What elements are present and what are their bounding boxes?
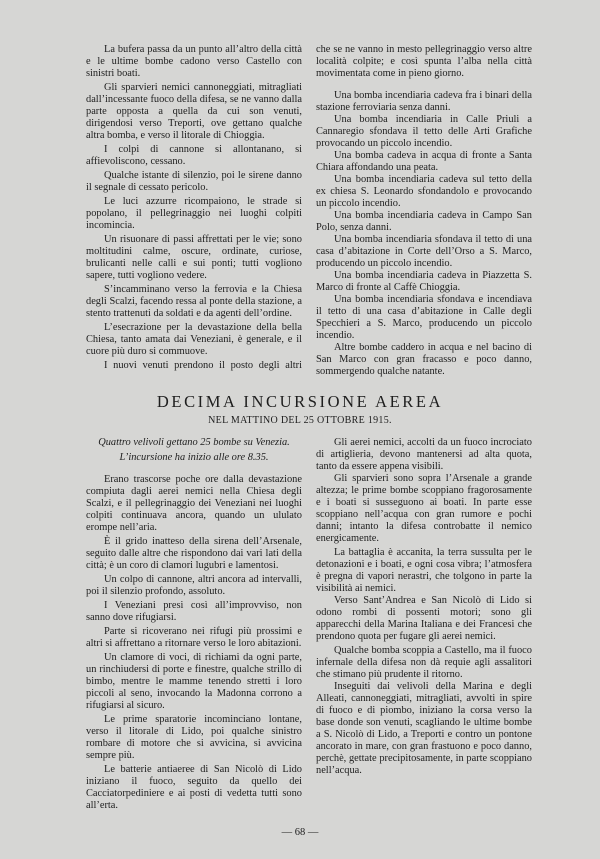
section-heading bbox=[77, 392, 523, 427]
paragraph: Gli sparvieri nemici cannoneggiati, mitragliati dall’incessante fuoco della difesa, se ne vanno dalla parte opposta a quella da cui son venuti, dirigendosi verso Treporti, ove gettano qualche altra bomba, e verso il litorale di Chioggia. bbox=[86, 82, 302, 141]
top-left-column bbox=[86, 44, 302, 372]
bottom-columns bbox=[86, 437, 532, 812]
paragraph: Un colpo di cannone, altri ancora ad intervalli, poi il silenzio profondo, assoluto. bbox=[86, 574, 302, 597]
paragraph: I colpi di cannone si allontanano, si affievoliscono, cessano. bbox=[86, 144, 302, 167]
paragraph: Una bomba incendiaria cadeva in Piazzetta S. Marco di fronte al Caffè Chioggia. bbox=[316, 270, 532, 293]
paragraph: Le batterie antiaeree di San Nicolò di Lido iniziano il fuoco, seguito da quello dei Cacciatorpediniere e ai posti di vedetta tutti sono all’erta. bbox=[86, 764, 302, 811]
paragraph: La bufera passa da un punto all’altro della città e le ultime bombe cadono verso Castello con sinistri boati. bbox=[86, 44, 302, 79]
paragraph: Una bomba incendiaria cadeva in Campo San Polo, senza danni. bbox=[316, 210, 532, 233]
section-title: DECIMA INCURSIONE AEREA bbox=[156, 392, 444, 411]
paragraph: Una bomba incendiaria sfondava il tetto di una casa d’abitazione in Corte dell’Orso a S. Marco, producendo un piccolo incendio. bbox=[316, 234, 532, 269]
paragraph: Altre bombe caddero in acqua e nel bacino di San Marco con gran fracasso e poco danno, sommergendo qualche natante. bbox=[316, 342, 532, 377]
paragraph: Una bomba incendiaria cadeva fra i binari della stazione ferroviaria senza danni. bbox=[316, 90, 532, 113]
paragraph: Una bomba incendiaria cadeva sul tetto della ex chiesa S. Leonardo sfondandolo e provocando un piccolo incendio. bbox=[316, 174, 532, 209]
paragraph: Una bomba cadeva in acqua di fronte a Santa Chiara affondando una peata. bbox=[316, 150, 532, 173]
page-number: — 68 — bbox=[281, 827, 319, 838]
paragraph: Gli sparvieri sono sopra l’Arsenale a grande altezza; le prime bombe scoppiano fragorosamente e i boati si susseguono ai boati. In parte esse scoppiano nell’acqua con gran rumore e pochi danni; intanto la difesa controbatte il nemico energicamente. bbox=[316, 473, 532, 544]
paragraph: Un risuonare di passi affrettati per le vie; sono moltitudini calme, oscure, ordinate, curiose, brulicanti nelle calli e sui ponti; tutti vogliono sapere, tutti vogliono vedere. bbox=[86, 234, 302, 281]
paragraph: S’incamminano verso la ferrovia e la Chiesa degli Scalzi, facendo ressa al ponte della stazione, a stento trattenuti da soldati e da agenti dell’ordine. bbox=[86, 284, 302, 319]
paragraph: Una bomba incendiaria sfondava e incendiava il tetto di una casa d’abitazione in Calle degli Specchieri a S. Marco, producendo un piccolo incendio. bbox=[316, 294, 532, 341]
paragraph: Le luci azzurre ricompaiono, le strade si popolano, il pellegrinaggio nei luoghi colpiti incomincia. bbox=[86, 196, 302, 231]
paragraph: Gli aerei nemici, accolti da un fuoco incrociato di artiglieria, devono mantenersi ad alta quota, tanto da essere appena visibili. bbox=[316, 437, 532, 472]
paragraph: Un clamore di voci, di richiami da ogni parte, un rinchiudersi di porte e finestre, qualche strillo di bimbo, mentre le mamme tenendo stretti i loro piccoli al seno, invocando la Madonna corrono a rifugiarsi al sicuro. bbox=[86, 652, 302, 711]
intro-line: L’incursione ha inizio alle ore 8.35. bbox=[119, 452, 269, 463]
paragraph: Qualche istante di silenzio, poi le sirene danno il segnale di cessato pericolo. bbox=[86, 170, 302, 193]
paragraph: È il grido inatteso della sirena dell’Arsenale, seguito dalle altre che rispondono dai vari lati della città; è un coro di clamori lugubri e lamentosi. bbox=[86, 536, 302, 571]
intro-line: Quattro velivoli gettano 25 bombe su Venezia. bbox=[98, 437, 290, 448]
paragraph: L’esecrazione per la devastazione della bella Chiesa, tanto amata dai Veneziani, è generale, e il cuore più duro si commuove. bbox=[86, 322, 302, 357]
paragraph-continuation: che se ne vanno in mesto pellegrinaggio verso altre località colpite; e così spunta l’alba nella città movimentata come in pieno giorno. bbox=[316, 44, 532, 79]
paragraph: Verso Sant’Andrea e San Nicolò di Lido si odono rombi di possenti motori; sono gli apparecchi della Marina Italiana e dei Francesi che prendono quota per fugare gli aerei nemici. bbox=[316, 595, 532, 642]
paragraph: Qualche bomba scoppia a Castello, ma il fuoco infernale della difesa non dà requie agli assalitori che stimano più prudente il ritorno. bbox=[316, 645, 532, 680]
paragraph: La battaglia è accanita, la terra sussulta per le detonazioni e i boati, e ogni cosa vibra; l’atmosfera è pregna di vapori nerastri, che tolgono in parte la visibilità ai nemici. bbox=[316, 547, 532, 594]
bottom-right-column bbox=[316, 437, 532, 777]
paragraph: Una bomba incendiaria in Calle Priuli a Cannaregio sfondava il tetto delle Arti Grafiche provocando un piccolo incendio. bbox=[316, 114, 532, 149]
section-subtitle: NEL MATTINO DEL 25 OTTOBRE 1915. bbox=[208, 415, 392, 426]
paragraph: Le prime sparatorie incominciano lontane, verso il litorale di Lido, poi qualche sinistro rombare di motore che si avvicina, si avvicina sempre più. bbox=[86, 714, 302, 761]
bottom-left-column bbox=[86, 437, 302, 812]
top-columns bbox=[86, 44, 532, 378]
paragraph: Inseguiti dai velivoli della Marina e degli Alleati, cannoneggiati, mitragliati, avvolti in spire di fuoco e di piombo, iniziano la corsa verso la base donde son venuti, scagliando le ultime bombe a S. Nicolò di Lido, a Treporti e contro un pontone ancorato in mare, con gran frastuono e poco danno, perchè, gettate precipitosamente, in parte scoppiano nell’acqua. bbox=[316, 681, 532, 776]
paragraph: I nuovi venuti prendono il posto degli altri bbox=[104, 360, 302, 371]
paragraph: Erano trascorse poche ore dalla devastazione compiuta dagli aerei nemici nella Chiesa degli Scalzi, e il pellegrinaggio dei Veneziani nei luoghi colpiti continuava ancora, quando un ululato erompe nell’aria. bbox=[86, 474, 302, 533]
paragraph: Parte si ricoverano nei rifugi più prossimi e altri si affrettano a ritornare verso le loro abitazioni. bbox=[86, 626, 302, 649]
paragraph: I Veneziani presi così all’improvviso, non sanno dove rifugiarsi. bbox=[86, 600, 302, 623]
top-right-column bbox=[316, 44, 532, 378]
